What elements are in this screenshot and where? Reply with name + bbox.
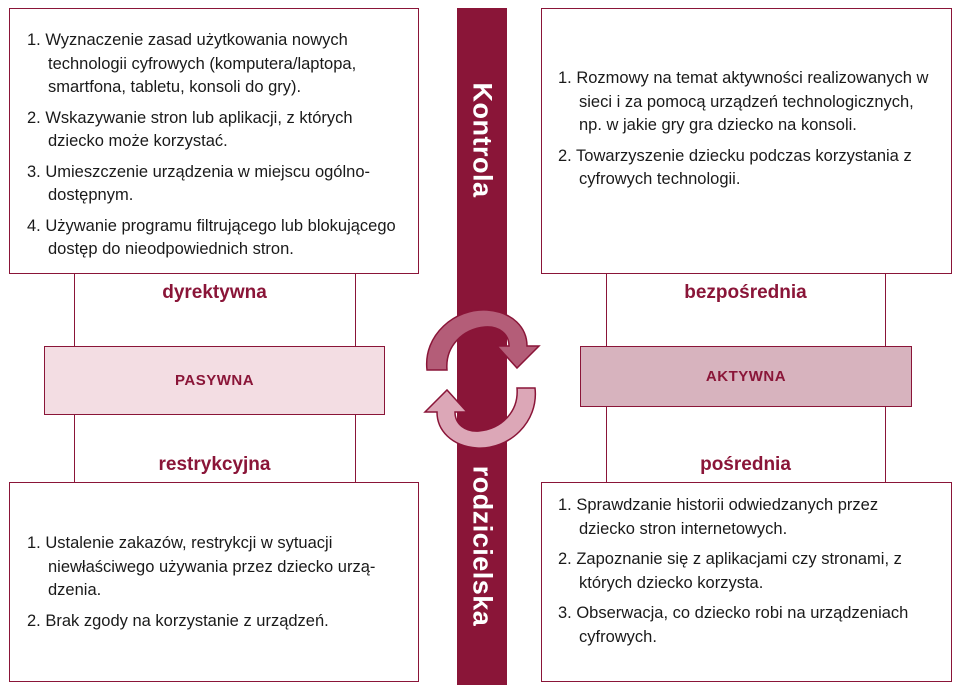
list-item: 1. Rozmowy na temat aktywności realizowanych w sieci i za pomocą urządzeń technologicznych, np. w jakie gry gra dziecko na konsoli. <box>558 69 929 134</box>
list-item: 1. Sprawdzanie historii odwiedzanych przez dziecko stron internetowych. <box>558 496 879 538</box>
connector-right-top-b <box>885 274 886 346</box>
list-item: 3. Umieszczenie urządzenia w miejscu ogólnodostępnym. <box>27 162 370 204</box>
bar-text-top: Kontrola <box>467 82 498 198</box>
active-box: AKTYWNA <box>580 346 912 407</box>
indirect-methods-list <box>558 494 937 649</box>
label-restrykcyjna: restrykcyjna <box>158 454 271 475</box>
label-dyrektywna: dyrektywna <box>162 282 267 303</box>
list-item: 2. Wskazywanie stron lub aplikacji, z których dziecko może korzystać. <box>27 108 353 150</box>
list-item: 4. Używanie programu filtrującego lub blokującego dostęp do nieodpowiednich stron. <box>27 216 396 258</box>
list-item: 1. Wyznaczenie zasad użytkowania nowych technologii cyfrowych (komputera/laptopa, smartfona, tabletu, konsoli do gry). <box>27 31 357 96</box>
list-item: 1. Ustalenie zakazów, restrykcji w sytuacji niewłaściwego używania przez dziecko urządzenia. <box>27 534 376 599</box>
direct-methods-list <box>558 67 937 192</box>
directive-methods-box <box>9 8 419 274</box>
list-item: 2. Brak zgody na korzystanie z urządzeń. <box>27 611 329 630</box>
cycle-arrow-bottom <box>425 388 535 448</box>
connector-left-bottom-b <box>355 415 356 482</box>
list-item: 2. Zapoznanie się z aplikacjami czy stronami, z których dziecko korzysta. <box>558 550 902 592</box>
list-item: 2. Towarzyszenie dziecku podczas korzystania z cyfrowych technologii. <box>558 146 912 188</box>
cycle-arrows-icon <box>415 300 550 460</box>
indirect-methods-box <box>541 482 952 682</box>
restrictive-methods-list <box>27 532 404 633</box>
cycle-arrow-top <box>427 310 539 370</box>
passive-box: PASYWNA <box>44 346 385 415</box>
list-item: 3. Obserwacja, co dziecko robi na urządzeniach cyfrowych. <box>558 604 909 646</box>
bar-text-bottom: rodzicielska <box>467 465 498 627</box>
directive-methods-list <box>27 29 404 262</box>
direct-methods-box <box>541 8 952 274</box>
label-bezposrednia: bezpośrednia <box>684 282 807 303</box>
label-posrednia: pośrednia <box>700 454 791 475</box>
connector-left-top-b <box>355 274 356 346</box>
connector-right-bottom-b <box>885 407 886 482</box>
restrictive-methods-box <box>9 482 419 682</box>
